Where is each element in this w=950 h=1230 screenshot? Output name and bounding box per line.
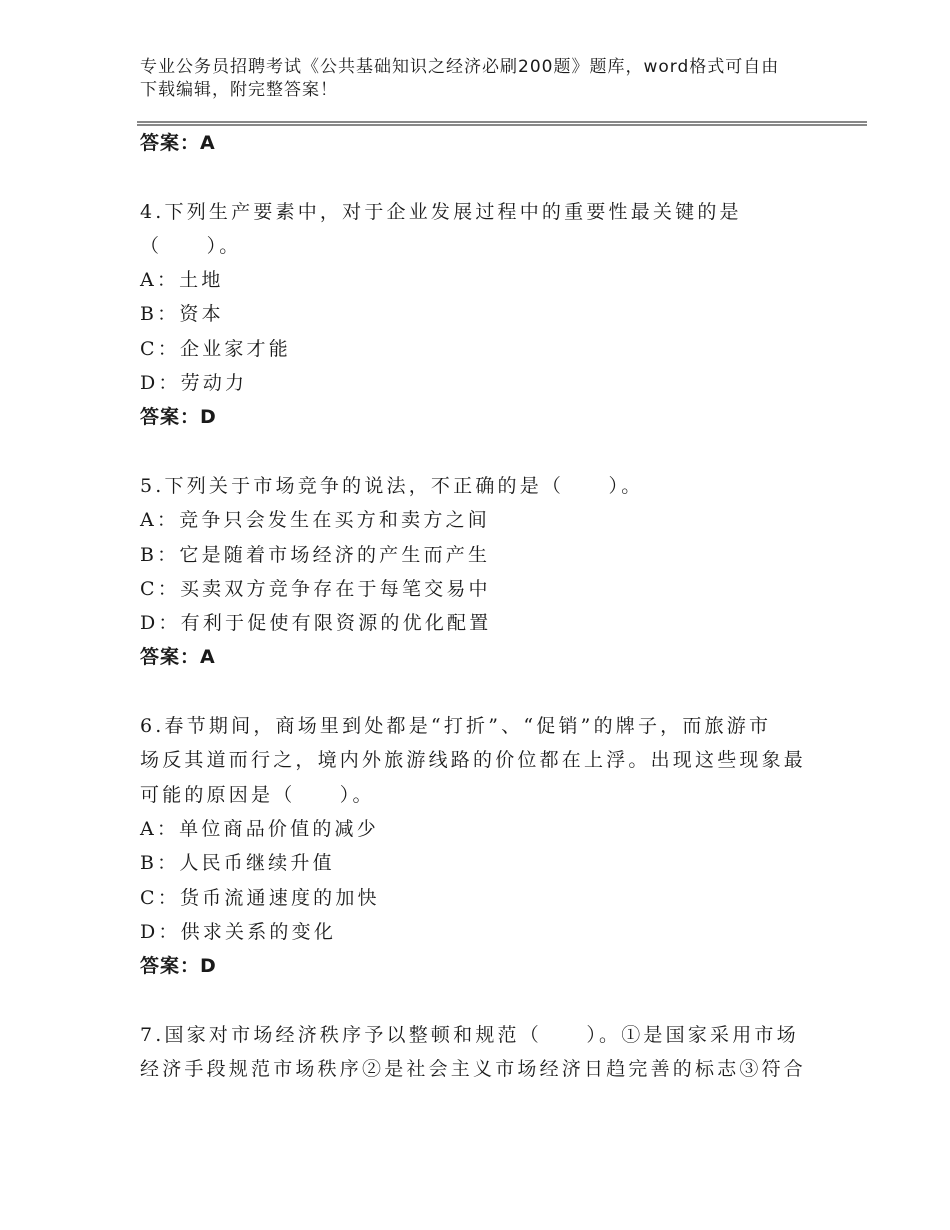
question-stem: 7.国家对市场经济秩序予以整顿和规范（ ）。①是国家采用市场: [140, 1023, 799, 1046]
question-stem: 可能的原因是（ ）。: [140, 783, 375, 806]
option-b: B：人民币继续升值: [140, 852, 335, 875]
answer: 答案：D: [140, 955, 217, 978]
spacer: [140, 983, 800, 1017]
option-c: C：货币流通速度的加快: [140, 886, 380, 909]
option-b: B：它是随着市场经济的产生而产生: [140, 543, 491, 566]
spacer: [140, 435, 800, 469]
option-c: C：买卖双方竞争存在于每笔交易中: [140, 577, 491, 600]
question-stem: 6.春节期间，商场里到处都是“打折”、“促销”的牌子，而旅游市: [140, 715, 772, 738]
header-title-line-1: 专业公务员招聘考试《公共基础知识之经济必刷200题》题库，word格式可自由: [140, 57, 780, 77]
option-d: D：有利于促使有限资源的优化配置: [140, 612, 492, 635]
question-6: [140, 709, 807, 983]
option-b: B：资本: [140, 303, 224, 326]
answer: 答案：A: [140, 646, 216, 669]
spacer: [140, 160, 800, 194]
option-a: A：竞争只会发生在买方和卖方之间: [140, 509, 490, 532]
option-c: C：企业家才能: [140, 337, 291, 360]
question-4: [140, 195, 800, 435]
option-a: A：土地: [140, 269, 224, 292]
question-7: [140, 1018, 807, 1087]
spacer: [140, 675, 800, 709]
question-stem: （ ）。: [140, 234, 242, 257]
document-header: [140, 56, 820, 102]
header-title-line-2: 下载编辑，附完整答案！: [140, 80, 338, 100]
answer: 答案：D: [140, 406, 217, 429]
question-stem: 5.下列关于市场竞争的说法，不正确的是（ ）。: [140, 474, 644, 497]
question-5: [140, 469, 800, 675]
question-stem: 4.下列生产要素中，对于企业发展过程中的重要性最关键的是: [140, 200, 742, 223]
document-body: [140, 126, 807, 1086]
question-stem: 场反其道而行之，境内外旅游线路的价位都在上浮。出现这些现象最: [140, 749, 807, 772]
question-stem: 经济手段规范市场秩序②是社会主义市场经济日趋完善的标志③符合: [140, 1058, 807, 1081]
previous-answer: 答案：A: [140, 132, 216, 154]
option-d: D：劳动力: [140, 372, 248, 395]
option-a: A：单位商品价值的减少: [140, 817, 379, 840]
option-d: D：供求关系的变化: [140, 920, 337, 943]
